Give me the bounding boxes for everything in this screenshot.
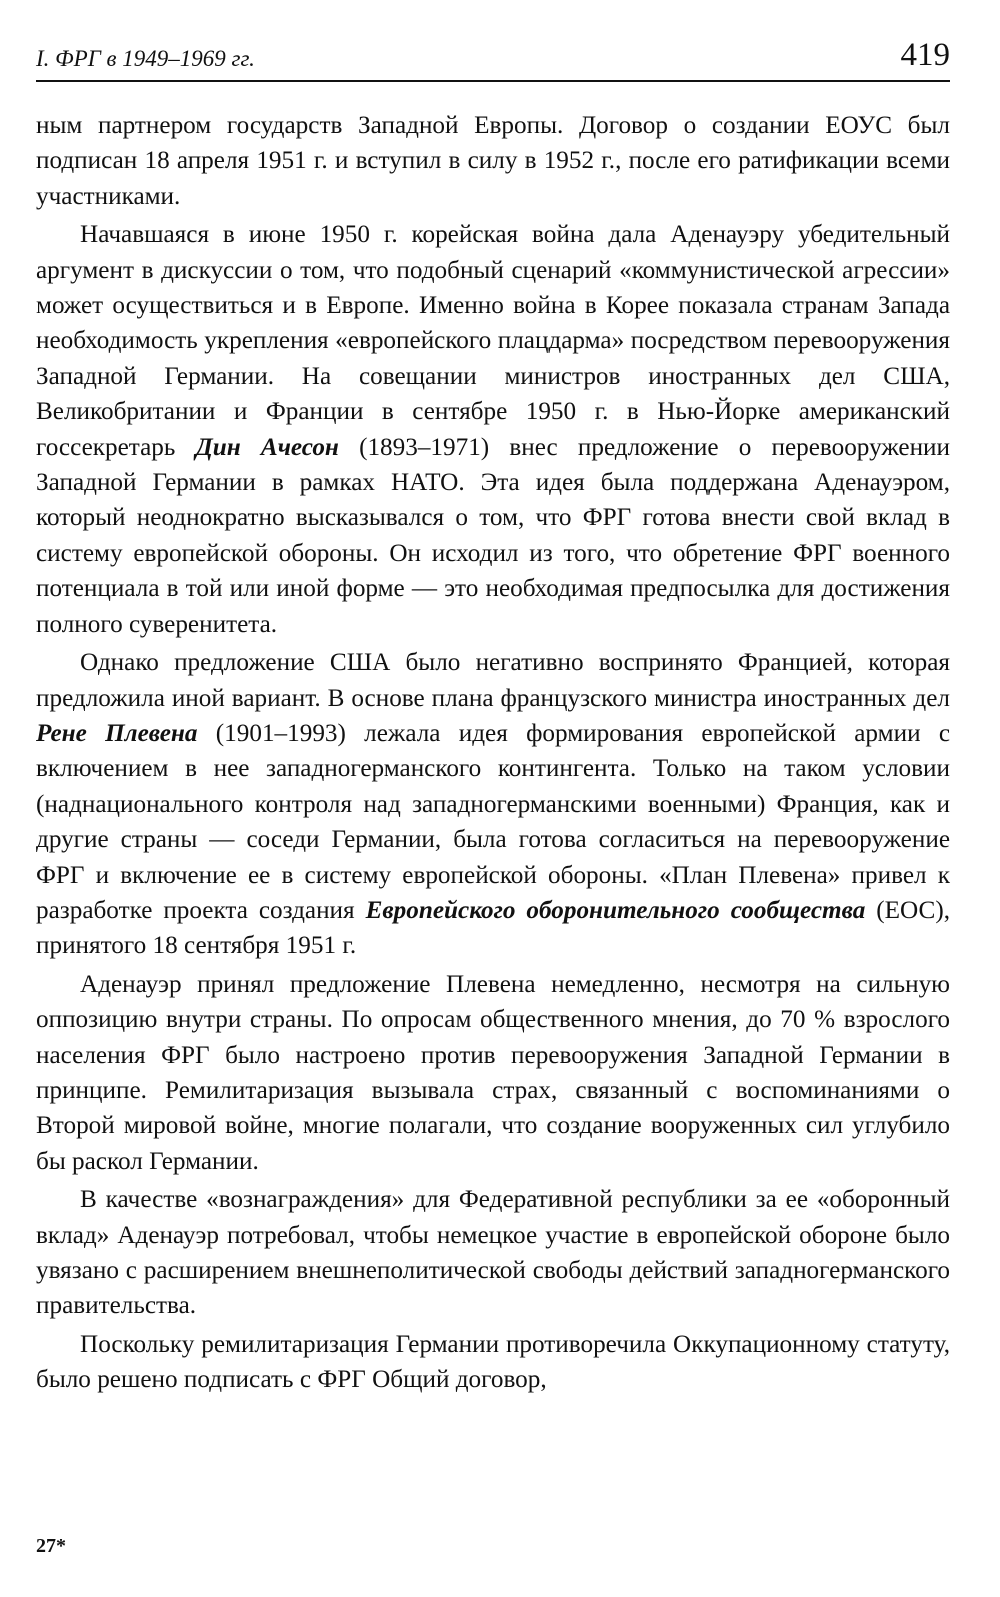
page-header xyxy=(36,30,950,82)
paragraph-text: ным партнером государств Западной Европы. Договор о создании ЕОУС был подписан 18 апреля 1951 г. и вступил в силу в 1952 г., после его ратификации всеми участниками. xyxy=(36,112,950,210)
paragraph-text: Однако предложение США было негативно воспринято Францией, которая предложила иной вариант. В основе плана французского министра иностранных дел xyxy=(36,649,950,712)
paragraph-text: Поскольку ремилитаризация Германии противоречила Оккупационному статуту, было решено подписать с ФРГ Общий договор, xyxy=(36,1330,950,1394)
paragraph-text: (1901–1993) лежала идея формирования европейской армии с включением в нее западногерманского контингента. Только на таком условии (наднационального контроля над западногерманскими военными) Франция, как и другие страны — соседи Германии, была готова согласиться на перевооружение ФРГ и включение ее в систему европейской обороны. «План Плевена» привел к разработке проекта создания xyxy=(36,719,950,924)
paragraph-text: (1893–1971) внес предложение о перевооружении Западной Германии в рамках НАТО. Эта идея была поддержана Аденауэром, который неоднократно высказывался о том, что ФРГ готова внести свой вклад в систему европейской обороны. Он исходил из того, что обретение ФРГ военного потенциала в той или иной форме — это необходимая предпосылка для достижения полного суверенитета. xyxy=(36,433,951,638)
paragraph xyxy=(36,108,950,214)
paragraph-text: Аденауэр принял предложение Плевена немедленно, несмотря на сильную оппозицию внутри страны. По опросам общественного мнения, до 70 % взрослого населения ФРГ было настроено против перевооружения Западной Германии в принципе. Ремилитаризация вызывала страх, связанный с воспоминаниями о Второй мировой войне, многие полагали, что создание вооруженных сил углубило бы раскол Германии. xyxy=(36,970,950,1175)
paragraph xyxy=(36,1182,950,1324)
page-body xyxy=(36,108,950,1398)
paragraph xyxy=(36,967,950,1179)
paragraph xyxy=(36,1327,950,1398)
paragraph-text: В качестве «вознаграждения» для Федеративной республики за ее «оборонный вклад» Аденауэр потребовал, чтобы немецкое участие в европейской обороне было увязано с расширением внешнеполитической свободы действий западногерманского правительства. xyxy=(36,1186,950,1320)
page-number: 419 xyxy=(900,37,950,73)
paragraph-text: (ЕОС), принятого 18 сентября 1951 г. xyxy=(36,896,950,960)
emphasized-term: Дин Ачесон xyxy=(195,433,339,461)
emphasized-term: Европейского оборонительного сообщества xyxy=(365,896,866,924)
paragraph xyxy=(36,217,950,642)
emphasized-term: Рене Плевена xyxy=(36,719,198,747)
running-head: I. ФРГ в 1949–1969 гг. xyxy=(36,46,255,71)
printer-signature-mark: 27* xyxy=(36,1535,66,1557)
book-page xyxy=(36,30,950,1398)
paragraph xyxy=(36,645,950,964)
paragraph-text: Начавшаяся в июне 1950 г. корейская война дала Аденауэру убедительный аргумент в дискуссии о том, что подобный сценарий «коммунистической агрессии» может осуществиться и в Европе. Именно война в Корее показала странам Запада необходимость укрепления «европейского плацдарма» посредством перевооружения Западной Германии. На совещании министров иностранных дел США, Великобритании и Франции в сентябре 1950 г. в Нью-Йорке американский госсекретарь xyxy=(36,221,950,461)
